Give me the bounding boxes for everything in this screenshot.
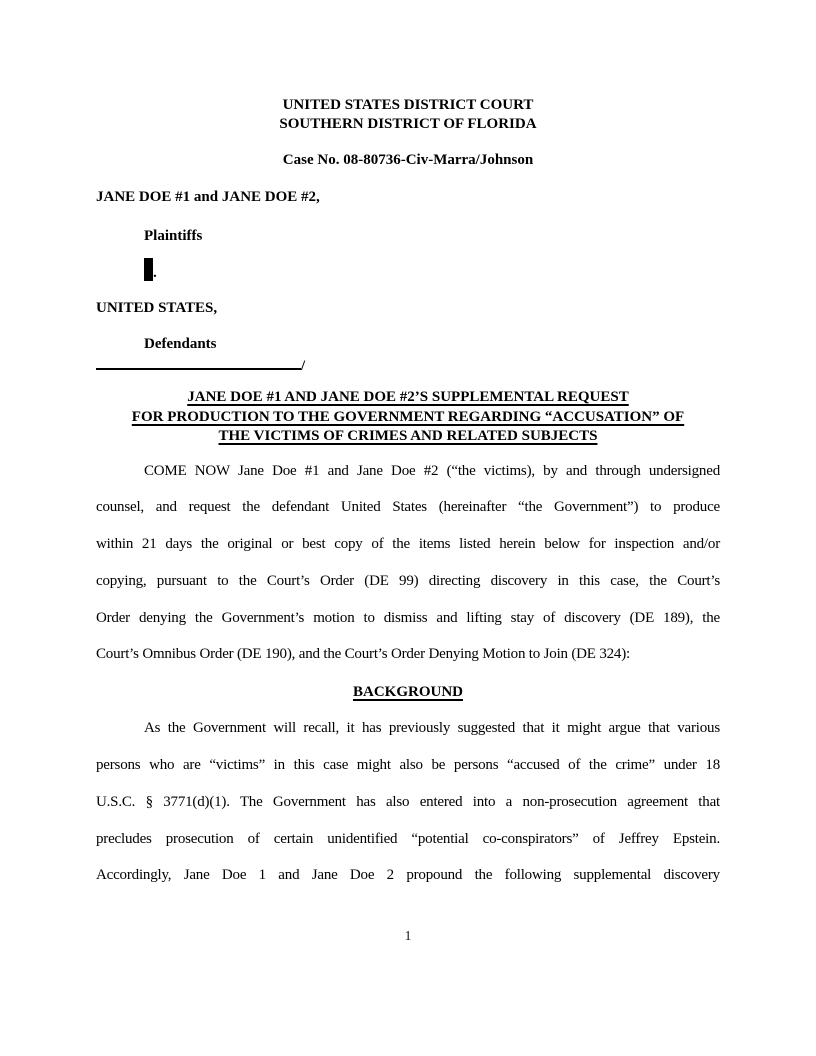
- document-title-line1: JANE DOE #1 AND JANE DOE #2’S SUPPLEMENTAL REQUEST: [187, 389, 629, 405]
- document-title-line2: FOR PRODUCTION TO THE GOVERNMENT REGARDING “ACCUSATION” OF: [131, 408, 685, 425]
- separator-rule: [96, 354, 301, 370]
- paragraph-line: Court’s Omnibus Order (DE 190), and the Court’s Order Denying Motion to Join (DE 324):: [96, 646, 630, 663]
- opening-paragraph: [96, 453, 720, 674]
- paragraph-line: COME NOW Jane Doe #1 and Jane Doe #2 (“the victims), by and through undersigned: [144, 462, 720, 479]
- plaintiffs-names: JANE DOE #1 and JANE DOE #2,: [96, 189, 320, 205]
- caption-separator-line: [96, 354, 720, 376]
- background-paragraph: [96, 710, 720, 894]
- court-name-line1: UNITED STATES DISTRICT COURT: [282, 97, 534, 113]
- case-number: Case No. 08-80736-Civ-Marra/Johnson: [282, 152, 534, 168]
- versus-period: .: [153, 265, 157, 281]
- page-number: 1: [404, 929, 412, 944]
- paragraph-line: Order denying the Government’s motion to dismiss and lifting stay of discovery (DE 189), the: [96, 609, 720, 626]
- paragraph-line: U.S.C. § 3771(d)(1). The Government has also entered into a non-prosecution agreement that: [96, 793, 720, 810]
- court-name-line2: SOUTHERN DISTRICT OF FLORIDA: [279, 116, 537, 132]
- plaintiffs-label: Plaintiffs: [144, 228, 203, 244]
- versus-line: [96, 258, 720, 282]
- document-title: [96, 388, 720, 447]
- paragraph-line: counsel, and request the defendant United States (hereinafter “the Government”) to produce: [96, 499, 720, 516]
- paragraph-line: within 21 days the original or best copy of the items listed herein below for inspection and/or: [96, 536, 720, 553]
- separator-slash: /: [301, 358, 306, 374]
- defendants-label: Defendants: [144, 336, 217, 352]
- paragraph-line: As the Government will recall, it has previously suggested that it might argue that various: [144, 720, 720, 737]
- document-title-line3: THE VICTIMS OF CRIMES AND RELATED SUBJECTS: [218, 428, 598, 444]
- case-caption: [96, 188, 720, 376]
- paragraph-line: copying, pursuant to the Court’s Order (DE 99) directing discovery in this case, the Court’s: [96, 572, 720, 589]
- paragraph-line: precludes prosecution of certain unidentified “potential co-conspirators” of Jeffrey Epstein.: [96, 830, 720, 847]
- paragraph-line: Accordingly, Jane Doe 1 and Jane Doe 2 propound the following supplemental discovery: [96, 867, 720, 884]
- defendant-name: UNITED STATES,: [96, 300, 218, 316]
- background-heading: BACKGROUND: [352, 684, 463, 701]
- court-header: [96, 96, 720, 134]
- paragraph-line: persons who are “victims” in this case might also be persons “accused of the crime” under 18: [96, 757, 720, 774]
- redaction-box: [144, 258, 153, 281]
